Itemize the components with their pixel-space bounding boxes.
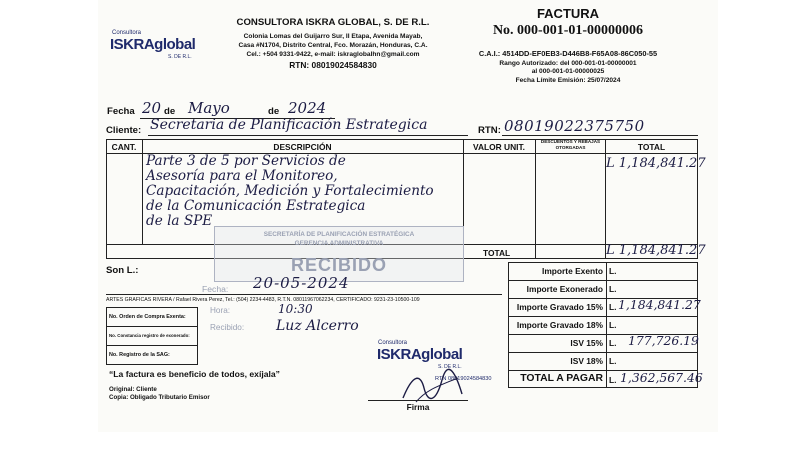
- stamp-fecha-label: Fecha:: [202, 284, 229, 294]
- company-rtn: RTN: 08019024584830: [289, 60, 377, 70]
- header-cant: CANT.: [111, 142, 137, 152]
- description-line-3: Capacitación, Medición y Fortalecimiento: [146, 183, 434, 199]
- col-divider-1: [142, 139, 143, 244]
- stamp-recibido-por-label: Recibido:: [210, 323, 245, 332]
- invoice-cai: C.A.I.: 4514DD-EF0EB3-D446B8-F65A08-86C050-55: [478, 49, 658, 58]
- summary-row-line-1: [508, 280, 698, 281]
- summary-value-gravado-15: 1,184,841.27: [618, 297, 701, 312]
- summary-currency-total-pagar: L.: [609, 375, 617, 385]
- summary-row-line-3: [508, 316, 698, 317]
- summary-label-total-pagar: TOTAL A PAGAR: [520, 373, 603, 384]
- table-total-value: L 1,184,841.27: [606, 243, 706, 258]
- summary-label-isv-18: ISV 18%: [570, 356, 603, 366]
- son-label: Son L.:: [106, 265, 139, 276]
- header-descripcion: DESCRIPCIÓN: [273, 142, 332, 152]
- bottom-logo-rtn: RTN 08019024584830: [435, 376, 492, 382]
- summary-currency-gravado-18: L.: [609, 320, 617, 330]
- company-logo: ISKRAglobal: [110, 36, 196, 53]
- exemption-line-1: [106, 326, 198, 327]
- summary-label-isv-15: ISV 15%: [570, 338, 603, 348]
- header-total: TOTAL: [637, 142, 666, 152]
- stamp-fecha: 20-05-2024: [253, 274, 350, 292]
- summary-label-exento: Importe Exento: [542, 266, 603, 276]
- bottom-logo-top: Consultora: [378, 340, 408, 346]
- firma-line: [368, 400, 468, 401]
- printer-info: ARTES GRAFICAS RIVERA / Rafael Rivera Perez, Tel.: (504) 2234-4483, R.T.N. 08011967062234, CERTIFICADO: 9231-23-10500-109: [106, 297, 420, 303]
- orden-compra-label: No. Orden de Compra Exenta:: [109, 314, 186, 320]
- company-name: CONSULTORA ISKRA GLOBAL, S. DE R.L.: [236, 17, 430, 28]
- fecha-de-2: de: [268, 106, 280, 117]
- bottom-logo-sub: S. DE R.L.: [438, 364, 462, 370]
- company-contact: Cel.: +504 9331-9422, e-mail: iskraglobalhn@gmail.com: [246, 51, 420, 58]
- company-address-1: Colonia Lomas del Guijarro Sur, II Etapa, Avenida Mayab,: [243, 33, 423, 40]
- invoice-title: FACTURA: [536, 6, 600, 21]
- summary-currency-isv-15: L.: [609, 338, 617, 348]
- invoice-range-2: al 000-001-01-00000025: [531, 68, 605, 75]
- summary-value-total-pagar: 1,362,567.46: [620, 370, 703, 385]
- original-copy-label: Original: Cliente: [109, 386, 157, 393]
- client-rtn: 08019022375750: [504, 117, 645, 135]
- header-valor-unit: VALOR UNIT.: [473, 142, 525, 152]
- copy-label: Copia: Obligado Tributario Emisor: [109, 394, 210, 401]
- stamp-hora: 10:30: [278, 302, 313, 316]
- summary-label-gravado-18: Importe Gravado 18%: [516, 320, 603, 330]
- summary-label-gravado-15: Importe Gravado 15%: [516, 302, 603, 312]
- description-line-1: Parte 3 de 5 por Servicios de: [146, 153, 346, 169]
- line-total: L 1,184,841.27: [606, 156, 706, 171]
- constancia-label: No. Constancia registro de exonerado:: [109, 333, 190, 338]
- stamp-hora-label: Hora:: [210, 306, 231, 315]
- stamp-line-2: GERENCIA ADMINISTRATIVA: [294, 240, 384, 247]
- fecha-de-1: de: [164, 106, 176, 117]
- rtn-label: RTN:: [478, 125, 501, 136]
- exemption-line-2: [106, 345, 198, 346]
- fecha-year: 2024: [288, 99, 327, 117]
- summary-currency-gravado-15: L.: [609, 302, 617, 312]
- rtn-underline: [502, 135, 698, 136]
- invoice-deadline: Fecha Límite Emisión: 25/07/2024: [515, 77, 621, 84]
- slogan: “La factura es beneficio de todos, exíjala”: [109, 369, 280, 379]
- fecha-day: 20: [142, 99, 162, 117]
- fecha-month: Mayo: [188, 99, 230, 117]
- summary-label-exonerado: Importe Exonerado: [526, 284, 603, 294]
- header-descuentos: DESCUENTOS Y REBAJAS OTORGADAS: [540, 139, 601, 150]
- stamp-firma: Luz Alcerro: [276, 318, 359, 334]
- stamp-recibido: RECIBIDO: [290, 255, 387, 275]
- invoice-range-1: Rango Autorizado: del 000-001-01-00000001: [499, 60, 637, 67]
- firma-label: Firma: [406, 402, 430, 412]
- registro-sag-label: No. Registro de la SAG:: [109, 352, 170, 358]
- stamp-line-1: SECRETARÍA DE PLANIFICACIÓN ESTRATÉGICA: [263, 231, 415, 238]
- summary-row-line-5: [508, 352, 698, 353]
- fecha-label: Fecha: [107, 106, 135, 117]
- summary-currency-exonerado: L.: [609, 284, 617, 294]
- summary-value-isv-15: 177,726.19: [628, 333, 699, 348]
- cliente-underline: [148, 135, 468, 136]
- description-line-4: de la Comunicación Estrategica: [146, 198, 366, 214]
- invoice-sheet: [98, 0, 718, 432]
- company-address-2: Casa #N1704, Distrito Central, Fco. Morazán, Honduras, C.A.: [238, 42, 428, 49]
- cliente-label: Cliente:: [106, 125, 142, 136]
- cliente-name: Secretaria de Planificación Estrategica: [150, 117, 428, 133]
- summary-currency-isv-18: L.: [609, 356, 617, 366]
- col-divider-3: [535, 139, 536, 259]
- logo-top-text: Consultora: [112, 30, 142, 36]
- description-line-2: Asesoría para el Monitoreo,: [146, 168, 338, 184]
- logo-sub-text: S. DE R.L.: [168, 54, 192, 60]
- table-total-label: TOTAL: [483, 248, 511, 258]
- invoice-number: No. 000-001-01-00000006: [492, 23, 644, 38]
- description-line-5: de la SPE: [146, 213, 213, 229]
- bottom-logo: ISKRAglobal: [377, 346, 463, 363]
- summary-currency-exento: L.: [609, 266, 617, 276]
- son-divider: [106, 294, 502, 295]
